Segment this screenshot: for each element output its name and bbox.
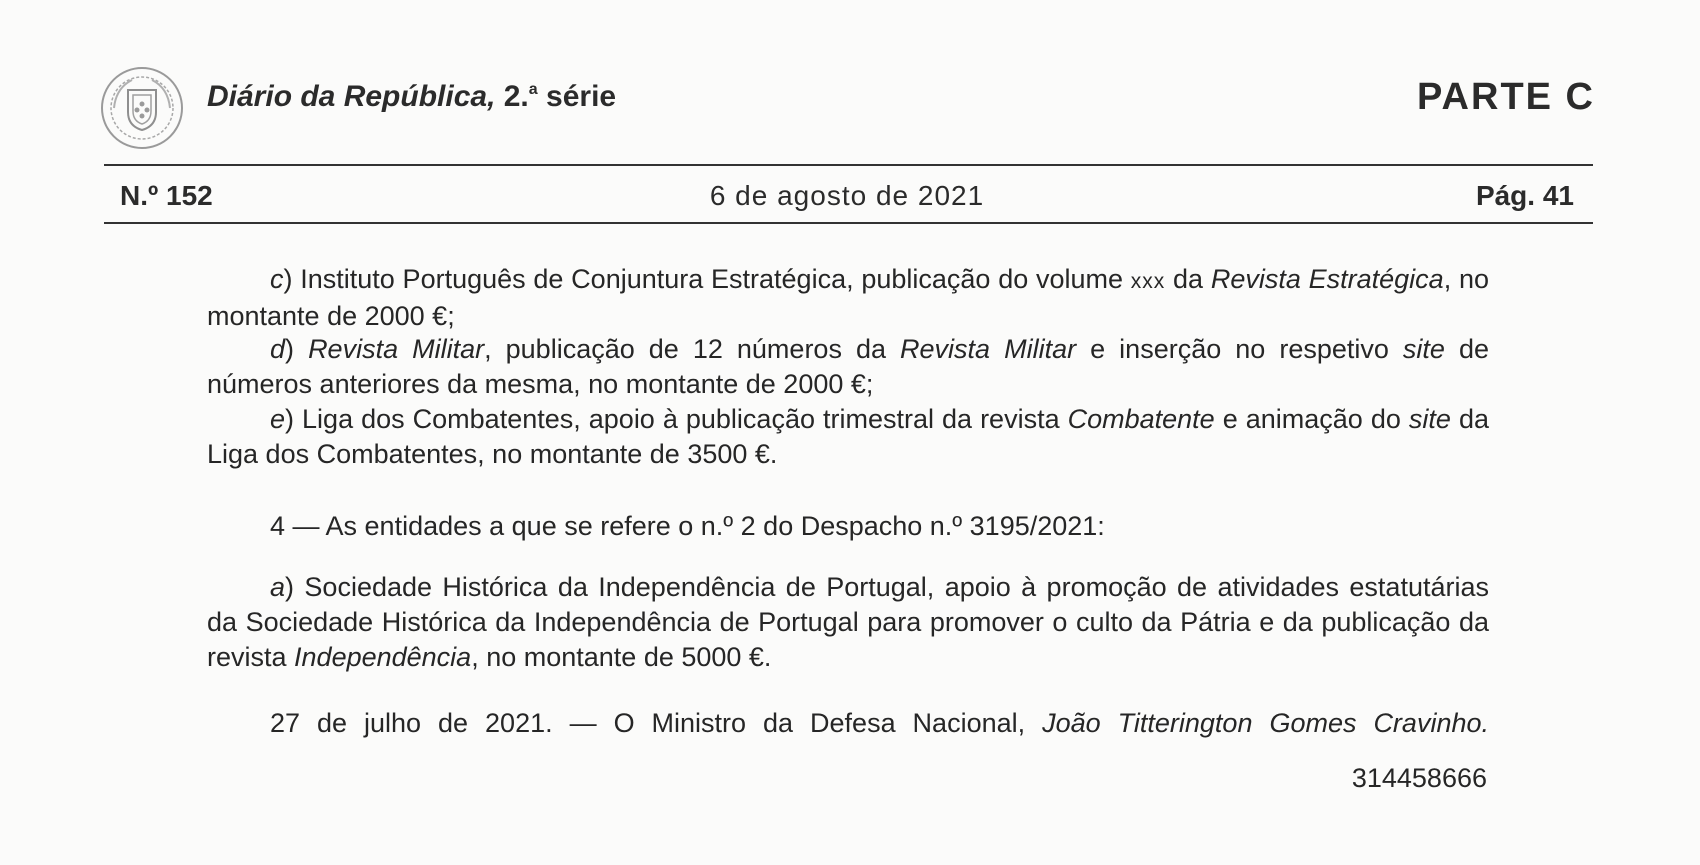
- item-e-site: site: [1408, 404, 1451, 434]
- item-d-letter: d: [270, 334, 286, 364]
- coat-of-arms-seal-icon: [100, 66, 184, 150]
- issue-number: N.º 152: [120, 180, 213, 211]
- item-c-volume: xxx: [1130, 270, 1166, 293]
- item-d-title-1: Revista Militar: [308, 334, 485, 364]
- item-e-paragraph: [207, 402, 1489, 472]
- journal-name: Diário da República,: [207, 80, 496, 113]
- item-c-text-1: ) Instituto Português de Conjuntura Estratégica, publicação do volume: [283, 264, 1131, 294]
- item-d-site: site: [1402, 334, 1445, 364]
- item-a-letter: a: [270, 572, 286, 602]
- journal-series-superscript: a: [528, 81, 538, 98]
- item-e-text-1: ) Liga dos Combatentes, apoio à publicação trimestral da revista: [285, 404, 1068, 434]
- item-d-text-1: , publicação de 12 números da: [484, 334, 901, 364]
- item-a-title: Independência: [294, 642, 472, 672]
- item-c-text-3: , no montante de 2000 €;: [207, 264, 1489, 331]
- journal-title: [207, 80, 616, 114]
- section-4-text: 4 — As entidades a que se refere o n.º 2 do Despacho n.º 3195/2021:: [270, 511, 1105, 541]
- signature-date-text: 27 de julho de 2021. — O Ministro da Defesa Nacional,: [270, 708, 1043, 738]
- signature-name: João Titterington Gomes Cravinho.: [1042, 708, 1489, 738]
- section-4-heading: [207, 509, 1489, 544]
- item-c-letter: c: [270, 264, 284, 294]
- header-bottom-rule: [104, 222, 1593, 224]
- item-e-letter: e: [270, 404, 286, 434]
- item-e-text-3: da Liga dos Combatentes, no montante de 3500 €.: [207, 404, 1489, 469]
- journal-series-word: série: [546, 80, 617, 113]
- item-a-paragraph: [207, 570, 1489, 675]
- reference-number: 314458666: [1351, 763, 1487, 793]
- item-c-text-2: da: [1165, 264, 1211, 294]
- item-c-title: Revista Estratégica: [1210, 264, 1444, 294]
- item-d-text-3: de números anteriores da mesma, no montante de 2000 €;: [207, 334, 1490, 399]
- item-c-paragraph: [207, 262, 1489, 334]
- journal-series-number: 2.: [503, 80, 529, 113]
- item-e-text-2: e animação do: [1214, 404, 1409, 434]
- issue-date: 6 de agosto de 2021: [709, 180, 985, 211]
- item-a-text-2: , no montante de 5000 €.: [471, 642, 772, 672]
- signature-paragraph: [207, 706, 1489, 741]
- item-d-title-2: Revista Militar: [900, 334, 1077, 364]
- page-number: Pág. 41: [1475, 180, 1574, 211]
- item-d-text-2: e inserção no respetivo: [1076, 334, 1403, 364]
- item-e-title: Combatente: [1067, 404, 1215, 434]
- item-d-paragraph: d) Revista Militar, publicação de 12 números da Revista Militar e inserção no respetivo site de números anteriores da mesma, no montante de 2000 €;: [207, 334, 1490, 399]
- issue-bar: [120, 180, 1574, 214]
- header-top-rule: [104, 164, 1593, 166]
- item-a-text-1: ) Sociedade Histórica da Independência de Portugal, apoio à promoção de atividades estatutárias da Sociedade Histórica da Independência de Portugal para promover o culto da Pátria e da publicação da revista: [207, 572, 1489, 672]
- part-label: PARTE C: [1417, 76, 1595, 118]
